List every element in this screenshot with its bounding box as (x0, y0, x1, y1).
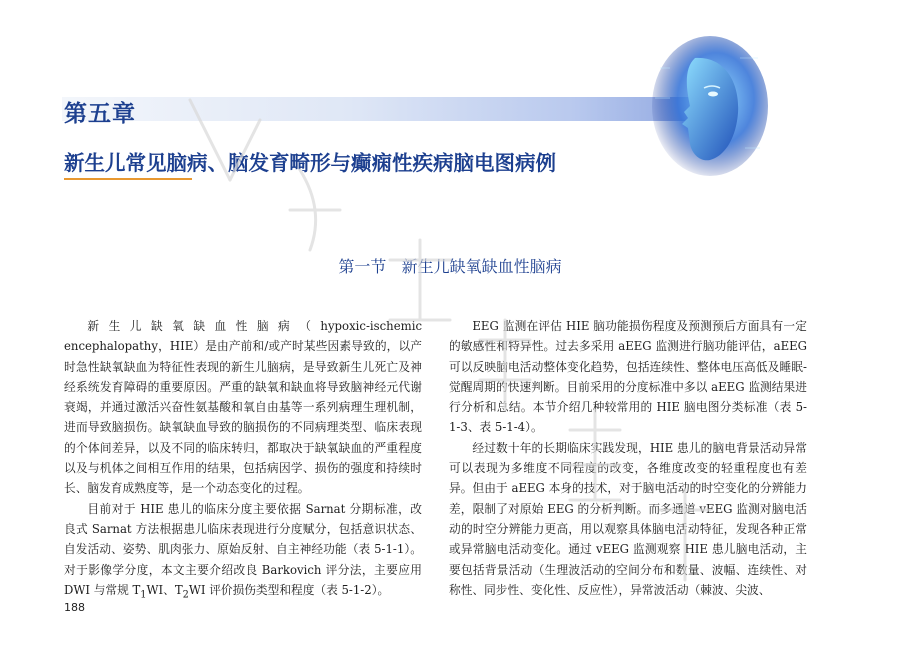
paragraph: EEG 监测在评估 HIE 脑功能损伤程度及预测预后方面具有一定的敏感性和特异性。过去多采用 aEEG 监测进行脑功能评估，aEEG 可以反映脑电活动整体变化趋势，包括连续性、整体电压高低及睡眠-觉醒周期的快速判断。目前采用的分度标准中多以 aEEG 监测结果进行分析和总结。本节介绍几种较常用的 HIE 脑电图分类标准（表 5-1-3、表 5-1-4）。 (449, 319, 807, 435)
section-title: 第一节 新生儿缺氧缺血性脑病 (338, 257, 562, 276)
subscript: 2 (182, 589, 189, 601)
paragraph: 新生儿缺氧缺血性脑病（hypoxic-ischemic encephalopathy，HIE）是由产前和/或产时某些因素导致的，以产时急性缺氧缺血为特征性表现的新生儿脑病，是导致新生儿死亡及神经系统发育障碍的重要原因。严重的缺氧和缺血将导致脑神经元代谢衰竭，并通过激活兴奋性氨基酸和氧自由基等一系列病理生理机制，进而导致脑损伤。缺氧缺血导致的脑损伤的不同病理类型、临床表现的个体间差异，以及不同的临床转归，都取决于缺氧缺血的严重程度以及与机体之间相互作用的结果，包括病因学、损伤的强度和持续时长、脑发育成熟度等，是一个动态变化的过程。 (64, 319, 422, 496)
left-column (64, 316, 422, 605)
title-underline (64, 178, 192, 180)
page-number: 188 (64, 601, 85, 614)
paragraph-text: WI、T (146, 582, 183, 597)
chapter-number: 第五章 (64, 101, 136, 127)
chapter-title: 新生儿常见脑病、脑发育畸形与癫痫性疾病脑电图病例 (64, 151, 556, 175)
digital-face-illustration (640, 28, 770, 188)
chapter-header-band (62, 97, 702, 121)
paragraph-text: 目前对于 HIE 患儿的临床分度主要依据 Sarnat 分期标准，改良式 Sarnat 方法根据患儿临床表现进行分度赋分，包括意识状态、自发活动、姿势、肌肉张力、原始反射、自主神经功能（表 5-1-1）。对于影像学分度，本文主要介绍改良 Barkovich 评分法，主要应用 DWI 与常规 T (64, 501, 422, 597)
paragraph (64, 499, 422, 606)
paragraph-text: WI 评价损伤类型和程度（表 5-1-2）。 (188, 582, 390, 597)
right-column (449, 316, 807, 600)
subscript: 1 (140, 589, 147, 601)
paragraph: 经过数十年的长期临床实践发现，HIE 患儿的脑电背景活动异常可以表现为多维度不同程度的改变，各维度改变的轻重程度也有差异。但由于 aEEG 本身的技术，对于脑电活动的时空变化的分辨能力差，限制了对原始 EEG 的分析判断。而多通道 vEEG 监测对脑电活动的时空分辨能力更高，用以观察具体脑电活动特征，发现各种正常或异常脑电活动变化。通过 vEEG 监测观察 HIE 患儿脑电活动，主要包括背景活动（生理波活动的空间分布和数量、波幅、连续性、对称性、同步性、变化性、反应性），异常波活动（棘波、尖波、 (449, 440, 807, 597)
